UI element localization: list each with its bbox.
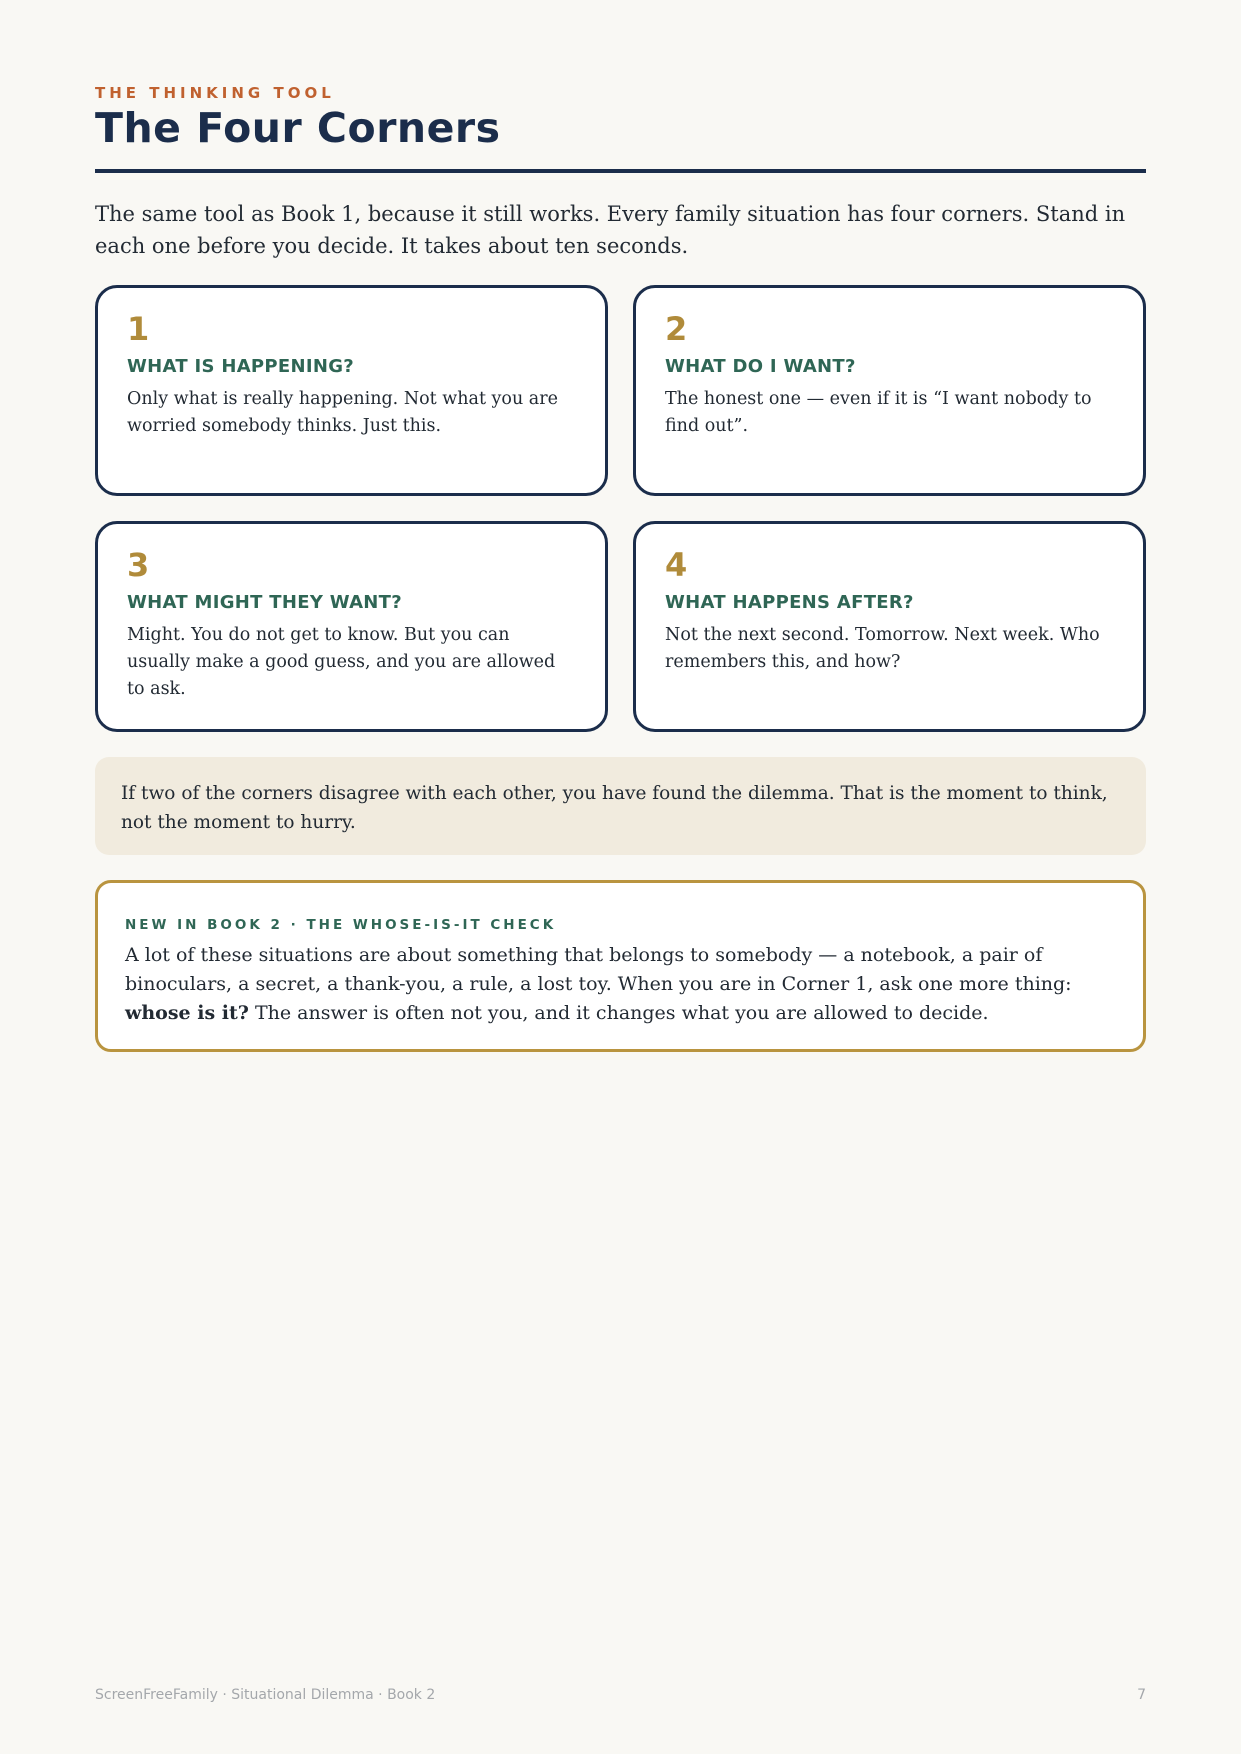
corner-number: 1 [127,310,150,348]
callout-text [125,941,1116,1028]
corner-heading: WHAT IS HAPPENING? [127,356,355,377]
corner-body: The honest one — even if it is “I want nobody to find out”. [665,389,1092,436]
corner-number: 4 [665,546,688,584]
corner-body: Not the next second. Tomorrow. Next week. Who remembers this, and how? [665,625,1100,672]
intro-paragraph: The same tool as Book 1, because it still works. Every family situation has four corners. Stand in each one before you decide. It takes about ten seconds. [95,202,1126,258]
corner-card-1 [95,285,608,496]
corner-heading: WHAT DO I WANT? [665,356,856,377]
callout-text-emphasis: whose is it? [125,1002,249,1024]
corner-body: Only what is really happening. Not what you are worried somebody thinks. Just this. [127,389,558,436]
callout-label: NEW IN BOOK 2 · THE WHOSE-IS-IT CHECK [125,917,557,933]
footer-series: ScreenFreeFamily · Situational Dilemma · Book 2 [95,1687,436,1703]
section-eyebrow: THE THINKING TOOL [95,84,335,102]
corner-heading: WHAT MIGHT THEY WANT? [127,592,402,613]
page-number: 7 [1137,1687,1146,1703]
page-title: The Four Corners [95,104,501,152]
corner-card-2 [633,285,1146,496]
corner-body: Might. You do not get to know. But you can usually make a good guess, and you are allowed to ask. [127,625,556,699]
dilemma-note: If two of the corners disagree with each other, you have found the dilemma. That is the moment to think, not the moment to hurry. [95,757,1146,855]
corner-number: 3 [127,546,150,584]
callout-text-end: The answer is often not you, and it changes what you are allowed to decide. [248,1002,989,1024]
corner-number: 2 [665,310,688,348]
corner-card-3 [95,521,608,732]
title-divider [95,169,1146,173]
callout-text-start: A lot of these situations are about something that belongs to somebody — a notebook, a pair of binoculars, a secret, a thank-you, a rule, a lost toy. When you are in Corner 1, ask one more thing: [125,944,1072,995]
corner-card-4 [633,521,1146,732]
new-in-book-callout [95,880,1146,1052]
corner-heading: WHAT HAPPENS AFTER? [665,592,914,613]
